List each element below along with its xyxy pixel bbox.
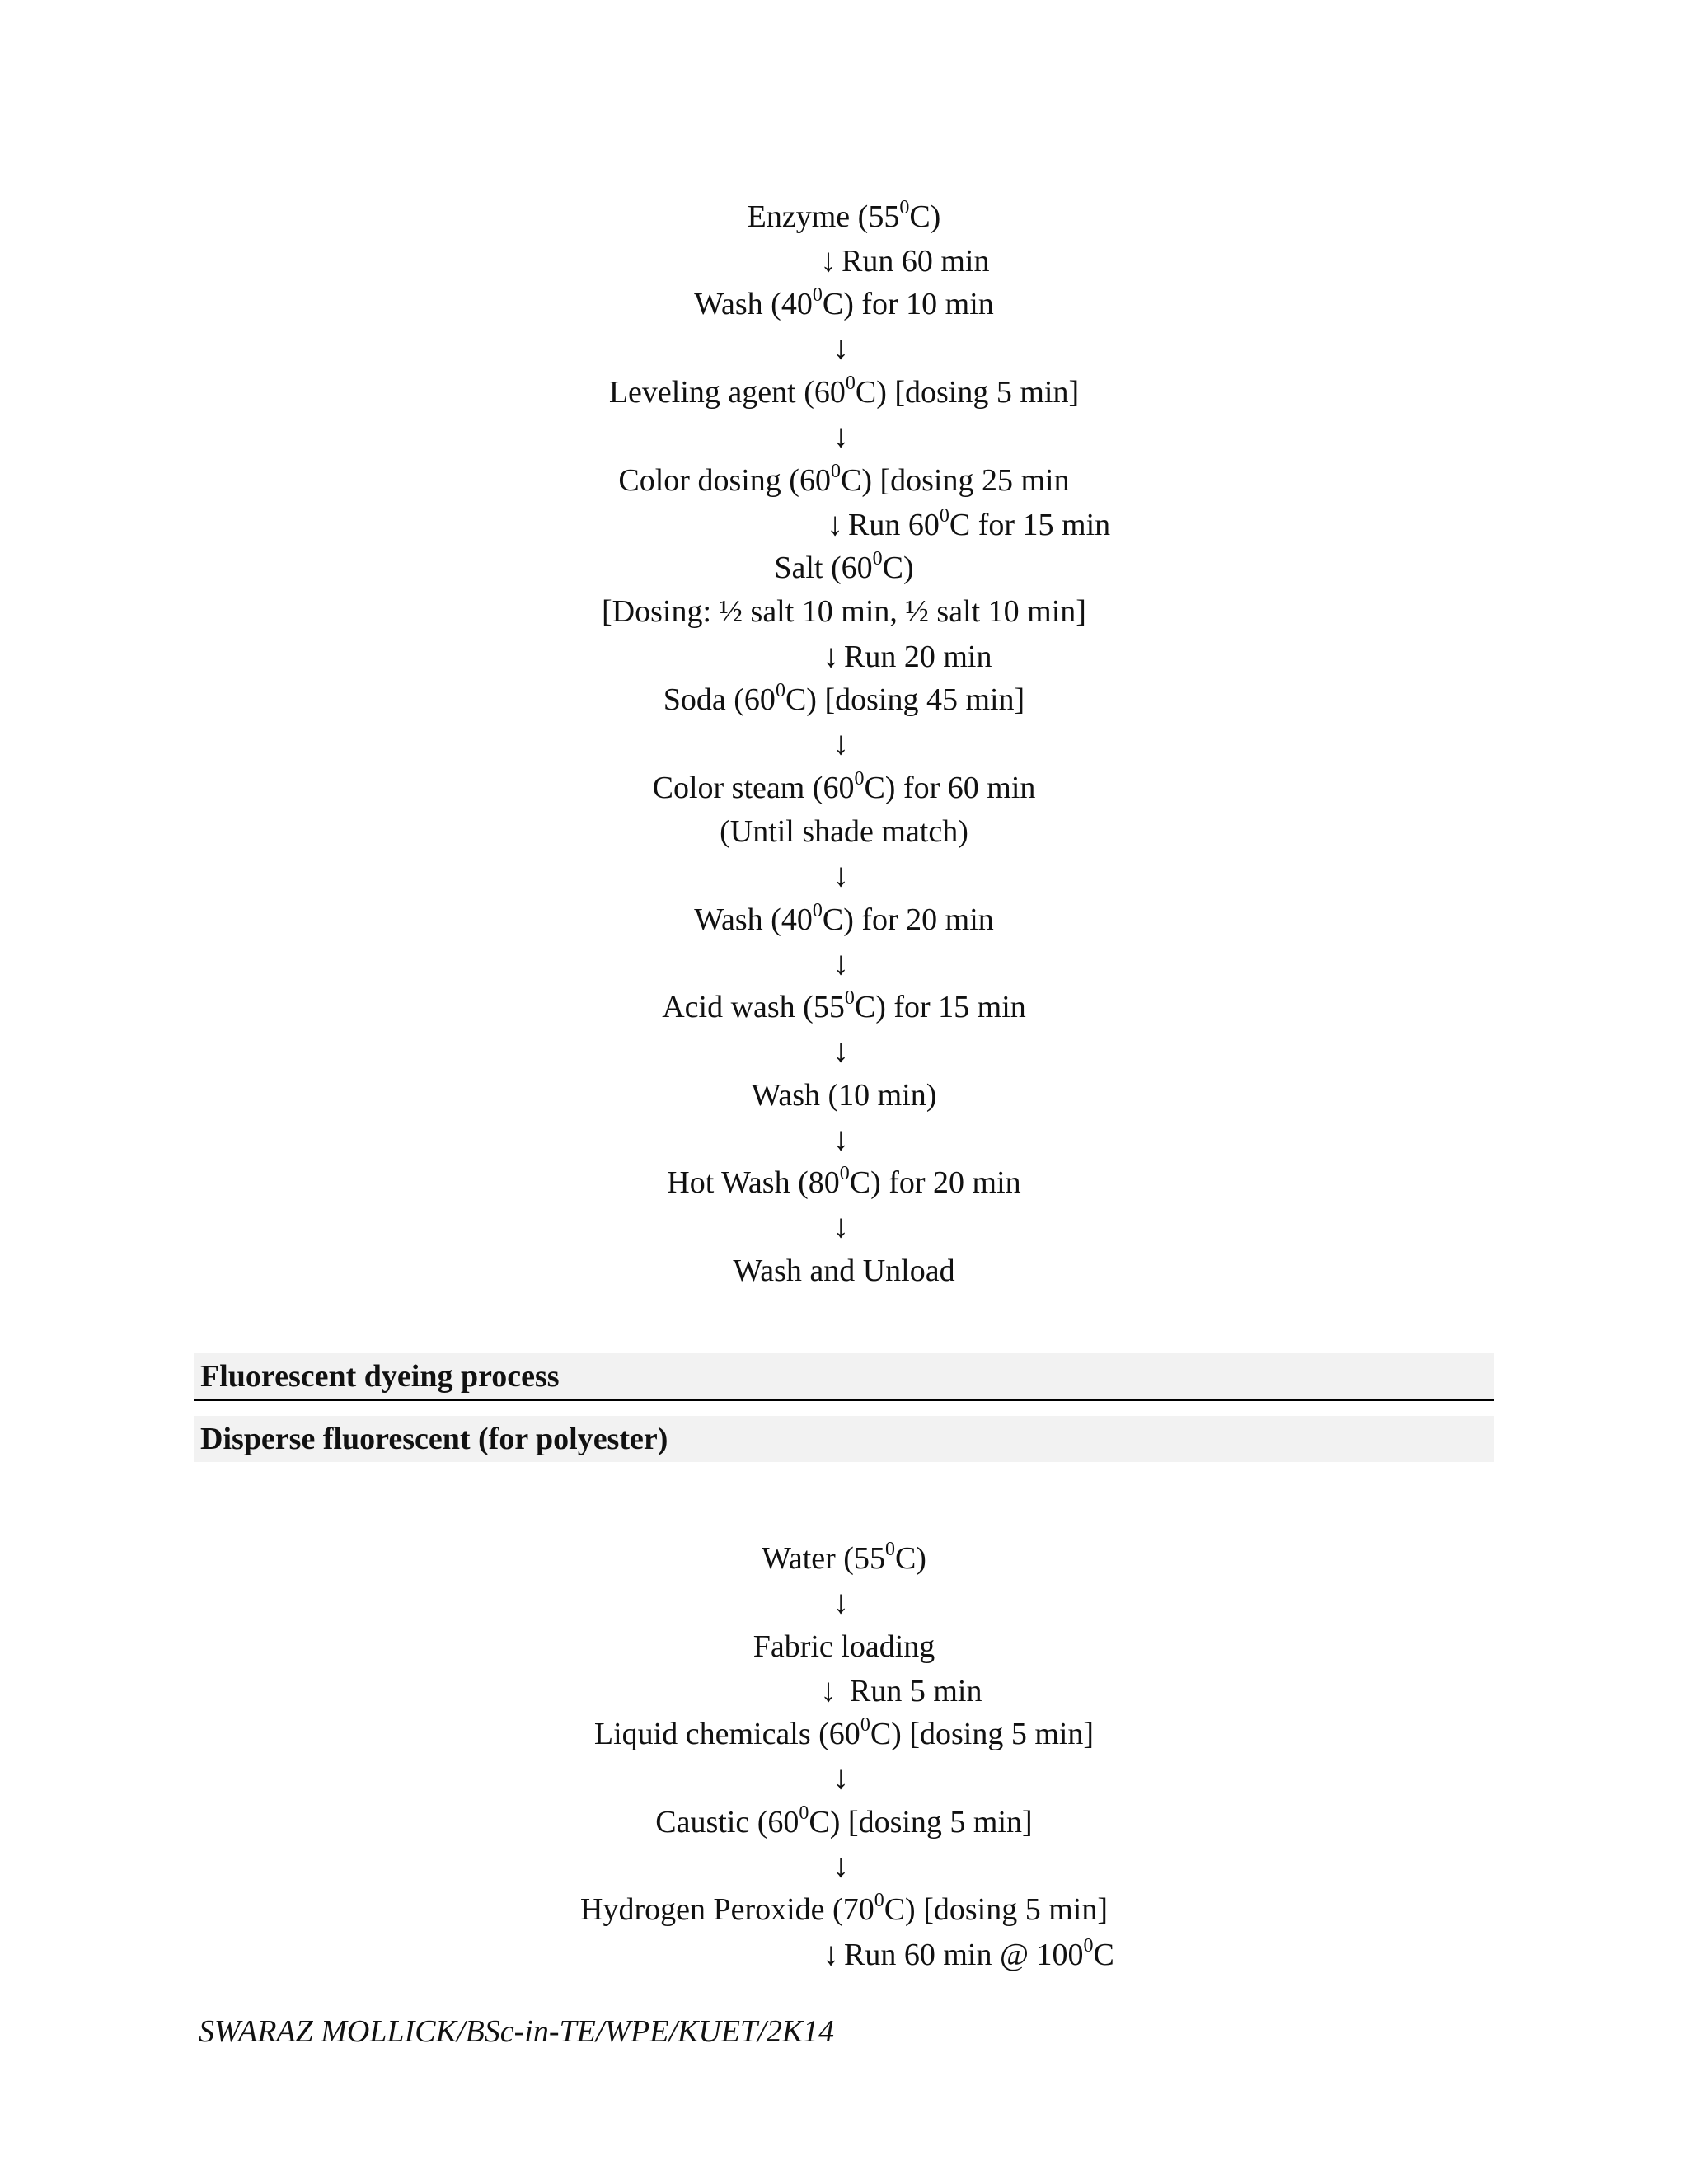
down-arrow-icon: ↓	[832, 856, 849, 893]
step-hydrogen-peroxide: Hydrogen Peroxide $(70^0C)$ [dosing 5 min]	[580, 1890, 1108, 1927]
down-arrow-icon: ↓	[832, 1032, 849, 1069]
down-arrow-icon: ↓	[832, 1759, 849, 1796]
step-wash-and-unload: Wash and Unload	[733, 1254, 955, 1288]
step-liquid-chemicals: Liquid chemicals $(60^0C)$ [dosing 5 min]	[593, 1714, 1095, 1751]
down-arrow-icon: ↓	[832, 1120, 849, 1157]
down-arrow-icon: ↓	[820, 241, 837, 279]
step-salt: Salt $(60^0C)$	[774, 548, 914, 585]
step-acid-wash: Acid wash $(55^0C)$ for 15 min	[662, 987, 1026, 1024]
down-arrow-icon: ↓	[832, 1583, 849, 1620]
down-arrow-icon: ↓	[823, 1935, 839, 1972]
down-arrow-icon: ↓	[820, 1671, 837, 1708]
step-caustic: Caustic $(60^0C)$ [dosing 5 min]	[655, 1802, 1033, 1840]
down-arrow-icon: ↓	[827, 505, 843, 542]
subsection-heading: Disperse fluorescent (for polyester)	[200, 1422, 668, 1456]
step-fabric-loading: Fabric loading	[753, 1629, 935, 1664]
arrow-run-60-min-100c: ↓ Run 60 min @ $100^0C$	[823, 1935, 1114, 1972]
down-arrow-icon: ↓	[832, 724, 849, 762]
step-wash-40c-10min: Wash $(40^0C)$ for 10 min	[694, 284, 994, 321]
arrow-run-5-min: ↓ Run 5 min	[820, 1671, 982, 1708]
arrow-run-60-min: ↓ Run 60 min	[820, 241, 990, 279]
step-color-dosing: Color dosing $(60^0C)$ [dosing 25 min	[618, 461, 1070, 498]
page-footer: SWARAZ MOLLICK/BSc-in-TE/WPE/KUET/2K14	[199, 2014, 835, 2049]
step-until-shade-match: (Until shade match)	[720, 814, 968, 849]
step-wash-40c-20min: Wash $(40^0C)$ for 20 min	[694, 900, 994, 937]
arrow-run-60c-15-min: ↓ Run $60^0C$ for 15 min	[827, 505, 1111, 542]
down-arrow-icon: ↓	[832, 1207, 849, 1244]
step-enzyme: Enzyme $(55^0C)$	[747, 197, 941, 234]
down-arrow-icon: ↓	[832, 1847, 849, 1884]
down-arrow-icon: ↓	[823, 637, 839, 674]
step-hot-wash: Hot Wash $(80^0C)$ for 20 min	[667, 1163, 1021, 1200]
step-color-steam: Color steam $(60^0C)$ for 60 min	[652, 768, 1036, 805]
section-divider	[194, 1399, 1494, 1401]
down-arrow-icon: ↓	[832, 944, 849, 982]
subsection-heading-bar	[194, 1416, 1494, 1462]
step-soda: Soda $(60^0C)$ [dosing 45 min]	[663, 680, 1025, 717]
step-wash-10min: Wash (10 min)	[751, 1078, 937, 1113]
step-salt-dosing: [Dosing: ½ salt 10 min, ½ salt 10 min]	[602, 594, 1086, 629]
down-arrow-icon: ↓	[832, 417, 849, 454]
step-leveling-agent: Leveling agent $(60^0C)$ [dosing 5 min]	[608, 373, 1080, 410]
arrow-run-20-min: ↓ Run 20 min	[823, 637, 992, 674]
section-heading-bar	[194, 1353, 1494, 1399]
section-heading: Fluorescent dyeing process	[200, 1359, 560, 1394]
step-water: Water $(55^0C)$	[762, 1539, 926, 1576]
down-arrow-icon: ↓	[832, 329, 849, 366]
